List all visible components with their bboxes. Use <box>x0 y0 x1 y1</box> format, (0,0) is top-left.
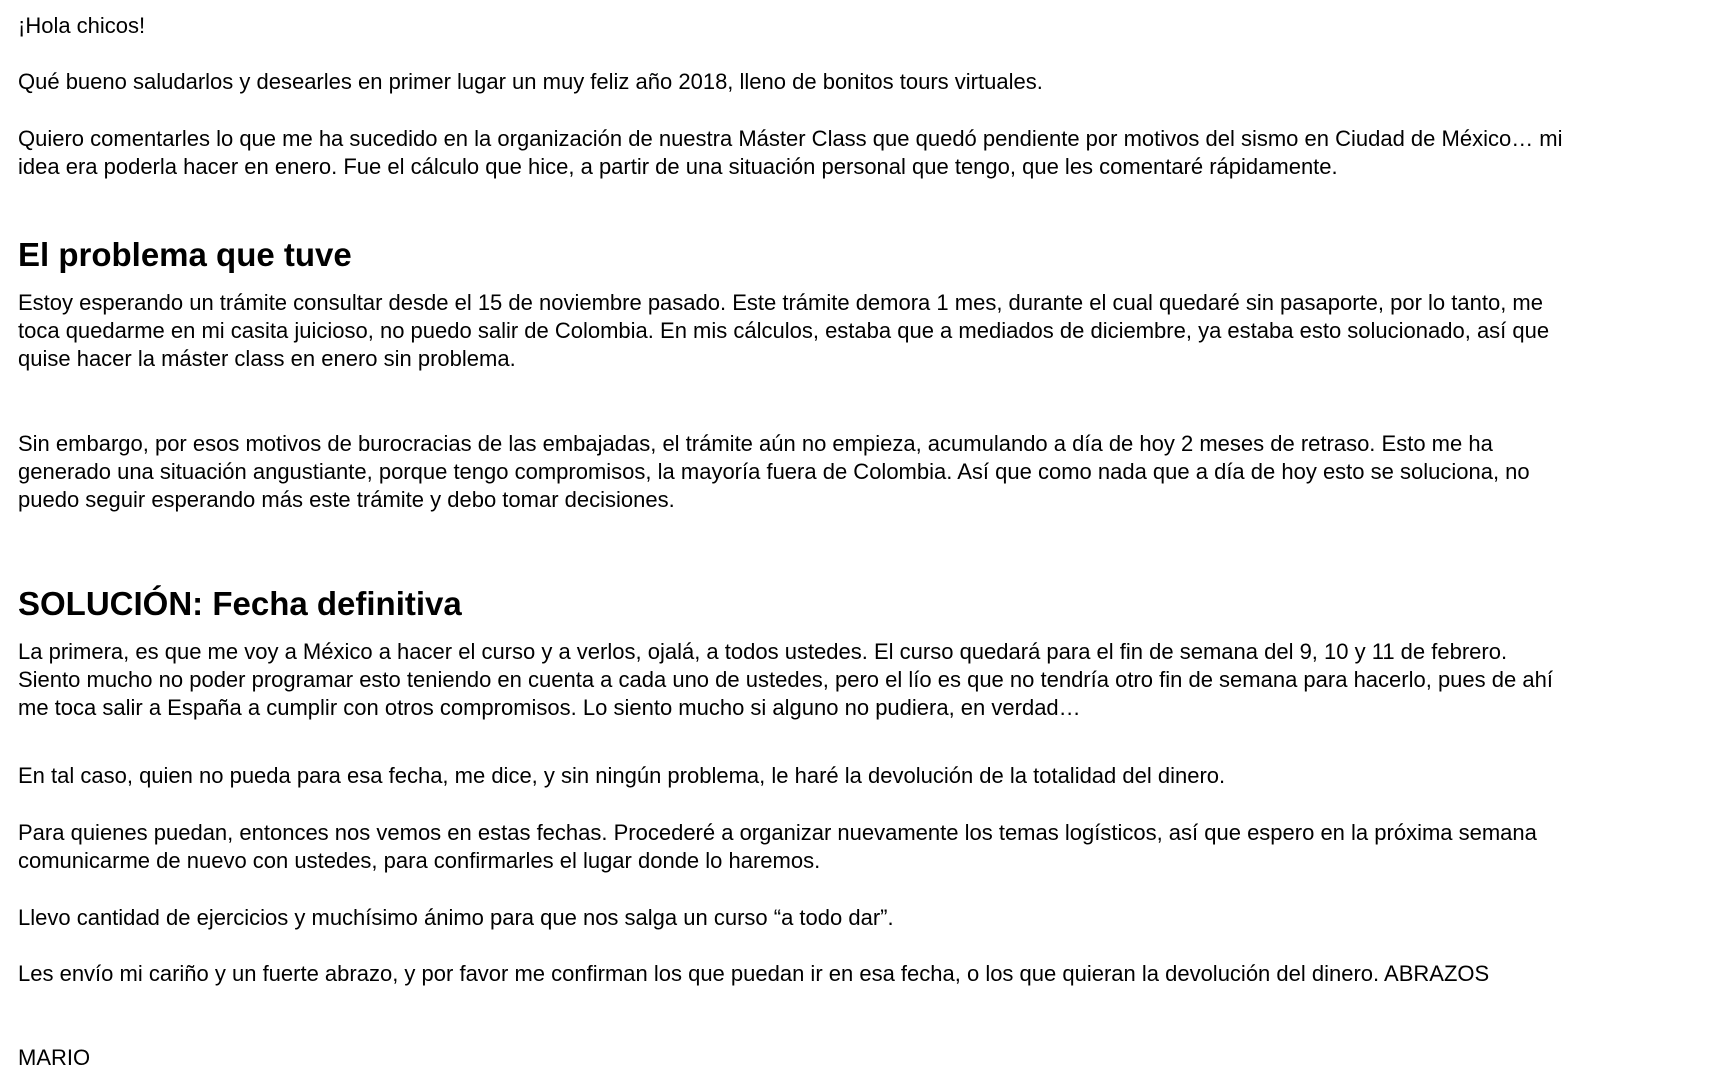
solution-line: Para quienes puedan, entonces nos vemos en estas fechas. Procederé a organizar nuevamente los temas logísticos, así que espero en la próxima semana <box>18 820 1537 845</box>
solution-paragraph-2: En tal caso, quien no pueda para esa fecha, me dice, y sin ningún problema, le haré la devolución de la totalidad del dinero. <box>18 763 1226 788</box>
context-line: idea era poderla hacer en enero. Fue el cálculo que hice, a partir de una situación personal que tengo, que les comentaré rápidamente. <box>18 154 1338 179</box>
problem-line: quise hacer la máster class en enero sin problema. <box>18 346 516 371</box>
problem-paragraph-1 <box>18 289 1549 373</box>
solution-line: Siento mucho no poder programar esto teniendo en cuenta a cada uno de ustedes, pero el lío es que no tendría otro fin de semana para hacerlo, pues de ahí <box>18 667 1553 692</box>
problem-line: puedo seguir esperando más este trámite y debo tomar decisiones. <box>18 487 675 512</box>
signature: MARIO <box>18 1045 91 1070</box>
context-paragraph <box>18 125 1563 181</box>
problem-line: generado una situación angustiante, porque tengo compromisos, la mayoría fuera de Colombia. Así que como nada que a día de hoy esto se soluciona, no <box>18 459 1530 484</box>
section-heading-solution: SOLUCIÓN: Fecha definitiva <box>18 585 462 622</box>
problem-line: Sin embargo, por esos motivos de burocracias de las embajadas, el trámite aún no empieza, acumulando a día de hoy 2 meses de retraso. Esto me ha <box>18 431 1493 456</box>
problem-paragraph-2 <box>18 430 1530 514</box>
intro-paragraph: Qué bueno saludarlos y desearles en primer lugar un muy feliz año 2018, lleno de bonitos tours virtuales. <box>18 69 1043 94</box>
problem-line: Estoy esperando un trámite consultar desde el 15 de noviembre pasado. Este trámite demora 1 mes, durante el cual quedaré sin pasaporte, por lo tanto, me <box>18 290 1543 315</box>
solution-line: me toca salir a España a cumplir con otros compromisos. Lo siento mucho si alguno no pudiera, en verdad… <box>18 695 1081 720</box>
solution-line: comunicarme de nuevo con ustedes, para confirmarles el lugar donde lo haremos. <box>18 848 821 873</box>
greeting-text: ¡Hola chicos! <box>18 13 146 38</box>
context-line: Quiero comentarles lo que me ha sucedido en la organización de nuestra Máster Class que quedó pendiente por motivos del sismo en Ciudad de México… mi <box>18 126 1563 151</box>
section-heading-problem: El problema que tuve <box>18 236 352 273</box>
problem-line: toca quedarme en mi casita juicioso, no puedo salir de Colombia. En mis cálculos, estaba que a mediados de diciembre, ya estaba esto solucionado, así que <box>18 318 1550 343</box>
solution-paragraph-3 <box>18 819 1537 875</box>
solution-paragraph-1 <box>18 638 1553 722</box>
closing-paragraph: Les envío mi cariño y un fuerte abrazo, y por favor me confirman los que puedan ir en esa fecha, o los que quieran la devolución del dinero. ABRAZOS <box>18 961 1490 986</box>
solution-paragraph-4: Llevo cantidad de ejercicios y muchísimo ánimo para que nos salga un curso “a todo dar”. <box>18 905 894 930</box>
solution-line: La primera, es que me voy a México a hacer el curso y a verlos, ojalá, a todos ustedes. El curso quedará para el fin de semana del 9, 10 y 11 de febrero. <box>18 639 1508 664</box>
